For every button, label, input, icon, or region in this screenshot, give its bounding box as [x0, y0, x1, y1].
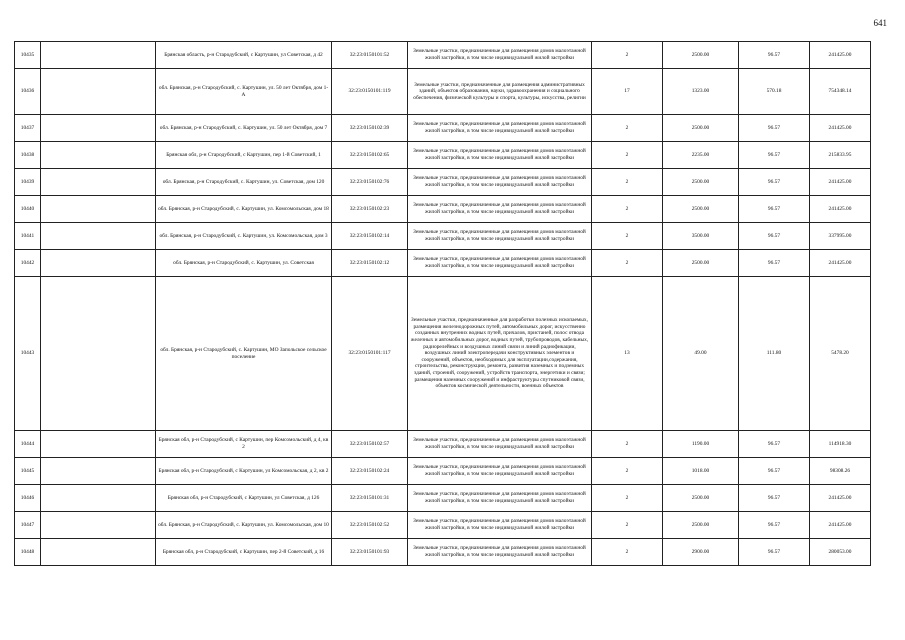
cell-cadastral-value: 754348.14 — [810, 69, 871, 115]
cell-cadastral-number: 32:23:0150102:23 — [332, 196, 408, 223]
cell-address: обл. Брянская, р-н Стародубский, с. Картушин, ул. Комсомольская, дом 18 — [156, 196, 332, 223]
cell-address: обл. Брянская, р-н Стародубский, с. Картушин, МО Запольское сельское поселение — [156, 277, 332, 431]
cell-group: 2 — [592, 458, 663, 485]
cell-land-use: Земельные участки, предназначенные для размещения домов малоэтажной жилой застройки, в том числе индивидуальной жилой застройки — [408, 512, 592, 539]
cell-cadastral-value: 5478.20 — [810, 277, 871, 431]
cell-id: 10435 — [15, 42, 41, 69]
cell-specific-value: 96.57 — [739, 458, 810, 485]
cell-area: 1323.00 — [663, 69, 739, 115]
cell-cadastral-number: 32:23:0150101:119 — [332, 69, 408, 115]
cell-id: 10437 — [15, 115, 41, 142]
cell-area: 2500.00 — [663, 250, 739, 277]
cell-cadastral-number: 32:23:0150102:52 — [332, 512, 408, 539]
cell-cadastral-value: 241425.00 — [810, 485, 871, 512]
cell-cadastral-number: 32:23:0150102:57 — [332, 431, 408, 458]
cell-cadastral-value: 337995.00 — [810, 223, 871, 250]
cell-cadastral-value: 215833.95 — [810, 142, 871, 169]
table-row — [15, 42, 871, 69]
cell-address: обл. Брянская, р-н Стародубский, с. Картушин, ул. Советская, дом 120 — [156, 169, 332, 196]
cell-cadastral-number: 32:23:0150102:12 — [332, 250, 408, 277]
table-row — [15, 223, 871, 250]
cell-address: обл. Брянская, р-н Стародубский, с. Картушин, ул. Комсомольская, дом 3 — [156, 223, 332, 250]
cell-specific-value: 96.57 — [739, 115, 810, 142]
cell-cadastral-number: 32:23:0150102:39 — [332, 115, 408, 142]
cell-land-use: Земельные участки, предназначенные для разработки полезных ископаемых, размещения железнодорожных путей, автомобильных дорог, искусственно созданных внутренних водных путей, причалов, пристаней, полос отвода железных и автомобильных дорог, водных путей, трубопроводов, кабельных, радиорелейных и воздушных линий связи и линий радиофикации, воздушных линий электропередачи конструктивных элементов и сооружений, объектов, необходимых для эксплуатации,содержания, строительства, реконструкции, ремонта, развития наземных и подземных зданий, строений, сооружений, устройств транспорта, энергетики и связи; размещения наземных сооружений и инфраструктуры спутниковой связи, объектов космической деятельности, военных объектов — [408, 277, 592, 431]
cell-specific-value: 96.57 — [739, 485, 810, 512]
table-row — [15, 458, 871, 485]
cell-id: 10444 — [15, 431, 41, 458]
cell-group: 17 — [592, 69, 663, 115]
cell-spacer — [41, 142, 156, 169]
cell-id: 10443 — [15, 277, 41, 431]
cell-area: 2500.00 — [663, 485, 739, 512]
cadastral-value-table — [14, 41, 871, 566]
cell-cadastral-value: 241425.00 — [810, 42, 871, 69]
cell-address: Брянская обл, р-н Стародубский, с Картушин, пер 2-й Советский, д 16 — [156, 539, 332, 566]
cell-address: Брянская обл, р-н Стародубский, с Картушин, ул Советская, д 126 — [156, 485, 332, 512]
table-row — [15, 115, 871, 142]
cell-id: 10436 — [15, 69, 41, 115]
table-row — [15, 196, 871, 223]
cell-area: 1190.00 — [663, 431, 739, 458]
cell-spacer — [41, 458, 156, 485]
cell-area: 49.00 — [663, 277, 739, 431]
cell-group: 2 — [592, 539, 663, 566]
cell-specific-value: 96.57 — [739, 223, 810, 250]
cell-spacer — [41, 485, 156, 512]
cell-address: Брянская обл, р-н Стародубский, с Картушин, пер 1-й Советский, 1 — [156, 142, 332, 169]
cell-id: 10445 — [15, 458, 41, 485]
cell-area: 2900.00 — [663, 539, 739, 566]
cell-id: 10442 — [15, 250, 41, 277]
cell-spacer — [41, 277, 156, 431]
cell-id: 10440 — [15, 196, 41, 223]
cell-id: 10441 — [15, 223, 41, 250]
cell-spacer — [41, 196, 156, 223]
cell-address: Брянская область, р-н Стародубский, с Картушин, ул Советская, д 42 — [156, 42, 332, 69]
cell-specific-value: 96.57 — [739, 142, 810, 169]
table-row — [15, 250, 871, 277]
table-row — [15, 485, 871, 512]
cell-land-use: Земельные участки, предназначенные для размещения домов малоэтажной жилой застройки, в том числе индивидуальной жилой застройки — [408, 250, 592, 277]
cell-cadastral-value: 241425.00 — [810, 512, 871, 539]
cell-id: 10448 — [15, 539, 41, 566]
cell-spacer — [41, 169, 156, 196]
cell-group: 2 — [592, 223, 663, 250]
cell-group: 2 — [592, 115, 663, 142]
cell-land-use: Земельные участки, предназначенные для размещения домов малоэтажной жилой застройки, в том числе индивидуальной жилой застройки — [408, 169, 592, 196]
cell-area: 1018.00 — [663, 458, 739, 485]
cell-cadastral-number: 32:23:0150102:24 — [332, 458, 408, 485]
cell-spacer — [41, 512, 156, 539]
table-row — [15, 142, 871, 169]
cell-cadastral-value: 280053.00 — [810, 539, 871, 566]
table-row — [15, 169, 871, 196]
cell-group: 2 — [592, 485, 663, 512]
table-row — [15, 431, 871, 458]
cell-area: 3500.00 — [663, 223, 739, 250]
cell-land-use: Земельные участки, предназначенные для размещения домов малоэтажной жилой застройки, в том числе индивидуальной жилой застройки — [408, 42, 592, 69]
cell-area: 2500.00 — [663, 169, 739, 196]
cell-group: 2 — [592, 196, 663, 223]
cell-address: обл. Брянская, р-н Стародубский, с. Картушин, ул. 50 лет Октября, дом 7 — [156, 115, 332, 142]
cell-group: 2 — [592, 169, 663, 196]
cell-cadastral-value: 98308.26 — [810, 458, 871, 485]
cell-group: 2 — [592, 431, 663, 458]
cell-spacer — [41, 431, 156, 458]
cell-id: 10438 — [15, 142, 41, 169]
cell-cadastral-number: 32:23:0150102:76 — [332, 169, 408, 196]
table-row — [15, 539, 871, 566]
cell-id: 10439 — [15, 169, 41, 196]
cell-cadastral-number: 32:23:0150101:52 — [332, 42, 408, 69]
cell-group: 2 — [592, 42, 663, 69]
cell-spacer — [41, 69, 156, 115]
cell-cadastral-number: 32:23:0150102:65 — [332, 142, 408, 169]
cell-specific-value: 96.57 — [739, 42, 810, 69]
cell-land-use: Земельные участки, предназначенные для размещения домов малоэтажной жилой застройки, в том числе индивидуальной жилой застройки — [408, 458, 592, 485]
cell-group: 2 — [592, 512, 663, 539]
cell-land-use: Земельные участки, предназначенные для размещения домов малоэтажной жилой застройки, в том числе индивидуальной жилой застройки — [408, 485, 592, 512]
cell-specific-value: 96.57 — [739, 512, 810, 539]
cell-land-use: Земельные участки, предназначенные для размещения административных зданий, объектов образования, науки, здравоохранения и социального обеспечения, физической культуры и спорта, культуры, искусства, религии — [408, 69, 592, 115]
cell-spacer — [41, 539, 156, 566]
cell-cadastral-value: 241425.00 — [810, 250, 871, 277]
cell-spacer — [41, 115, 156, 142]
cell-land-use: Земельные участки, предназначенные для размещения домов малоэтажной жилой застройки, в том числе индивидуальной жилой застройки — [408, 431, 592, 458]
table-row — [15, 512, 871, 539]
cell-area: 2235.00 — [663, 142, 739, 169]
cell-cadastral-number: 32:23:0150101:93 — [332, 539, 408, 566]
cell-cadastral-value: 241425.00 — [810, 115, 871, 142]
cell-specific-value: 96.57 — [739, 196, 810, 223]
cell-group: 2 — [592, 250, 663, 277]
cell-id: 10447 — [15, 512, 41, 539]
cell-specific-value: 570.18 — [739, 69, 810, 115]
cell-cadastral-value: 114918.30 — [810, 431, 871, 458]
table-row — [15, 277, 871, 431]
cell-specific-value: 96.57 — [739, 539, 810, 566]
cell-cadastral-value: 241425.00 — [810, 169, 871, 196]
cell-address: обл. Брянская, р-н Стародубский, с. Картушин, ул. Советская — [156, 250, 332, 277]
cell-address: Брянская обл, р-н Стародубский, с Картушин, пер Комсомольский, д 4, кв 2 — [156, 431, 332, 458]
page-number: 641 — [873, 18, 887, 28]
cell-area: 2500.00 — [663, 196, 739, 223]
cell-spacer — [41, 250, 156, 277]
cell-specific-value: 96.57 — [739, 169, 810, 196]
cell-land-use: Земельные участки, предназначенные для размещения домов малоэтажной жилой застройки, в том числе индивидуальной жилой застройки — [408, 142, 592, 169]
cell-cadastral-number: 32:23:0150102:14 — [332, 223, 408, 250]
cell-specific-value: 111.80 — [739, 277, 810, 431]
cell-land-use: Земельные участки, предназначенные для размещения домов малоэтажной жилой застройки, в том числе индивидуальной жилой застройки — [408, 196, 592, 223]
cell-specific-value: 96.57 — [739, 250, 810, 277]
cell-area: 2500.00 — [663, 512, 739, 539]
cell-group: 13 — [592, 277, 663, 431]
cell-area: 2500.00 — [663, 115, 739, 142]
cell-spacer — [41, 42, 156, 69]
cell-land-use: Земельные участки, предназначенные для размещения домов малоэтажной жилой застройки, в том числе индивидуальной жилой застройки — [408, 539, 592, 566]
cell-address: обл. Брянская, р-н Стародубский, с. Картушин, ул. Комсомольская, дом 10 — [156, 512, 332, 539]
cell-cadastral-number: 32:23:0150101:31 — [332, 485, 408, 512]
cell-cadastral-value: 241425.00 — [810, 196, 871, 223]
cell-cadastral-number: 32:23:0150101:117 — [332, 277, 408, 431]
cell-id: 10446 — [15, 485, 41, 512]
cell-spacer — [41, 223, 156, 250]
table-row — [15, 69, 871, 115]
cell-address: Брянская обл, р-н Стародубский, с Картушин, ул Комсомольская, д 2, кв 2 — [156, 458, 332, 485]
cell-land-use: Земельные участки, предназначенные для размещения домов малоэтажной жилой застройки, в том числе индивидуальной жилой застройки — [408, 115, 592, 142]
cell-specific-value: 96.57 — [739, 431, 810, 458]
cell-land-use: Земельные участки, предназначенные для размещения домов малоэтажной жилой застройки, в том числе индивидуальной жилой застройки — [408, 223, 592, 250]
cell-area: 2500.00 — [663, 42, 739, 69]
cell-address: обл. Брянская, р-н Стародубский, с. Картушин, ул. 50 лет Октября, дом 1-А — [156, 69, 332, 115]
cell-group: 2 — [592, 142, 663, 169]
